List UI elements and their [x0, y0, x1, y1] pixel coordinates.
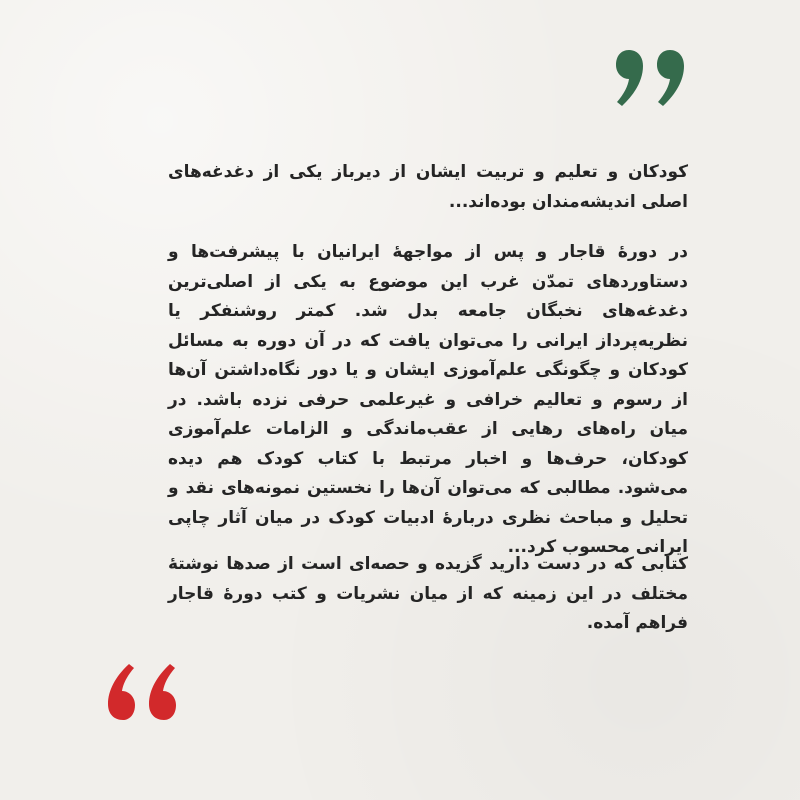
main-paragraph: در دورهٔ قاجار و پس از مواجههٔ ایرانیان با پیشرفت‌ها و دستاوردهای تمدّن غرب این موضوع به یکی از اصلی‌ترین دغدغه‌های نخبگان جامعه بدل شد. کمتر روشنفکر یا نظریه‌پرداز ایرانی را می‌توان یافت که در آن دوره به مسائل کودکان و چگونگی علم‌آموزی ایشان و یا دور نگاه‌داشتن آن‌ها از رسوم و تعالیم خرافی و غیرعلمی حرفی نزده باشد. در میان راه‌های رهایی از عقب‌ماندگی و الزامات علم‌آموزی کودکان، حرف‌ها و اخبار مرتبط با کتاب کودک هم دیده می‌شود. مطالبی که می‌توان آن‌ها را نخستین نمونه‌های نقد و تحلیل و مباحث نظری دربارهٔ ادبیات کودک در میان آثار چاپی ایرانی محسوب کرد...: [168, 242, 688, 557]
quote-open-icon: [616, 46, 688, 110]
quote-close-icon: [104, 662, 178, 724]
closing-paragraph: کتابی که در دست دارید گزیده و حصه‌ای است از صدها نوشتهٔ مختلف در این زمینه که از میان نشریات و کتب دورهٔ قاجار فراهم آمده.: [168, 554, 688, 633]
intro-paragraph: کودکان و تعلیم و تربیت ایشان از دیرباز یکی از دغدغه‌های اصلی اندیشه‌مندان بوده‌اند...: [168, 162, 688, 212]
